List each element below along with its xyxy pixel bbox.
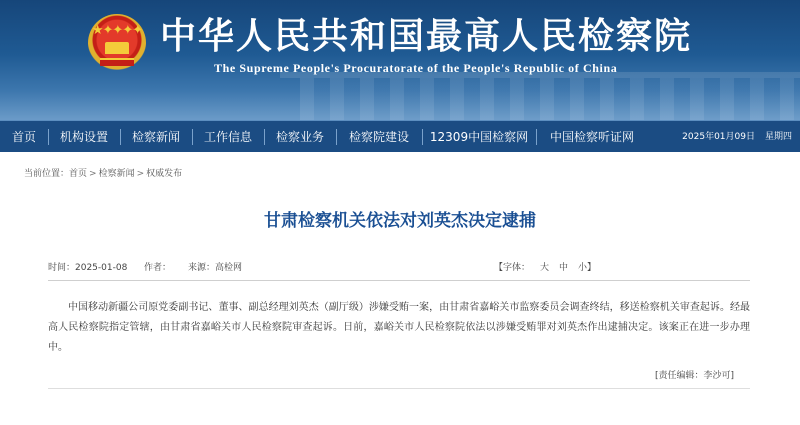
current-date: 2025年01月09日 bbox=[682, 132, 755, 142]
breadcrumb-separator: > bbox=[136, 169, 145, 179]
nav-item-organization[interactable]: 机构设置 bbox=[48, 121, 120, 153]
article-title: 甘肃检察机关依法对刘英杰决定逮捕 bbox=[264, 211, 536, 231]
nav-date bbox=[682, 121, 792, 153]
breadcrumb-home-link[interactable]: 首页 bbox=[69, 169, 88, 179]
font-size-large-button[interactable]: 大 bbox=[540, 263, 550, 273]
font-size-controls bbox=[494, 260, 596, 273]
breadcrumb-separator: > bbox=[89, 169, 97, 179]
nav-item-home[interactable]: 首页 bbox=[11, 129, 36, 144]
nav-item-work-info[interactable]: 工作信息 bbox=[192, 121, 264, 153]
breadcrumb bbox=[24, 166, 182, 179]
responsible-editor: [责任编辑：李沙可] bbox=[654, 371, 734, 381]
article-source: 来源：高检网 bbox=[188, 263, 243, 273]
nav-item-news[interactable]: 检察新闻 bbox=[120, 121, 192, 153]
nav-item-12309[interactable]: 12309中国检察网 bbox=[422, 121, 536, 153]
nav-item-hearing[interactable]: 中国检察听证网 bbox=[536, 121, 648, 153]
article-body: 中国移动新疆公司原党委副书记、董事、副总经理刘英杰（副厅级）涉嫌受贿一案，由甘肃省嘉峪关市监察委员会调查终结，移送检察机关审查起诉。经最高人民检察院指定管辖，由甘肃省嘉峪关市人民检察院审查起诉。日前，嘉峪关市人民检察院依法以涉嫌受贿罪对刘英杰作出逮捕决定。该案正在进一步办理中。 bbox=[48, 302, 750, 353]
emblem-base-icon bbox=[100, 58, 134, 66]
meta-divider bbox=[48, 280, 750, 281]
bottom-divider bbox=[48, 388, 750, 389]
font-size-label: 【字体： bbox=[494, 263, 531, 273]
breadcrumb-prefix: 当前位置： bbox=[24, 169, 70, 179]
emblem-gate-icon bbox=[105, 42, 129, 54]
current-weekday: 星期四 bbox=[764, 132, 792, 142]
emblem-stars-icon: ★✦✦✦✦ bbox=[91, 23, 143, 38]
article-author: 作者： bbox=[144, 263, 172, 273]
breadcrumb-release-link[interactable]: 权威发布 bbox=[146, 169, 183, 179]
site-subtitle: The Supreme People's Procuratorate of the People's Republic of China bbox=[214, 61, 618, 75]
font-size-medium-button[interactable]: 中 bbox=[559, 263, 569, 273]
national-emblem-icon[interactable] bbox=[88, 14, 146, 72]
nav-item-construction[interactable]: 检察院建设 bbox=[336, 121, 422, 153]
nav-item-business[interactable]: 检察业务 bbox=[264, 121, 336, 153]
site-title[interactable]: 中华人民共和国最高人民检察院 bbox=[160, 15, 693, 57]
article-time: 时间：2025-01-08 bbox=[48, 263, 128, 273]
breadcrumb-news-link[interactable]: 检察新闻 bbox=[98, 169, 135, 179]
header-banner bbox=[0, 0, 800, 120]
font-size-small-button[interactable]: 小】 bbox=[578, 263, 597, 273]
article-meta bbox=[48, 260, 750, 276]
building-decoration bbox=[300, 78, 800, 120]
main-nav bbox=[0, 120, 800, 152]
